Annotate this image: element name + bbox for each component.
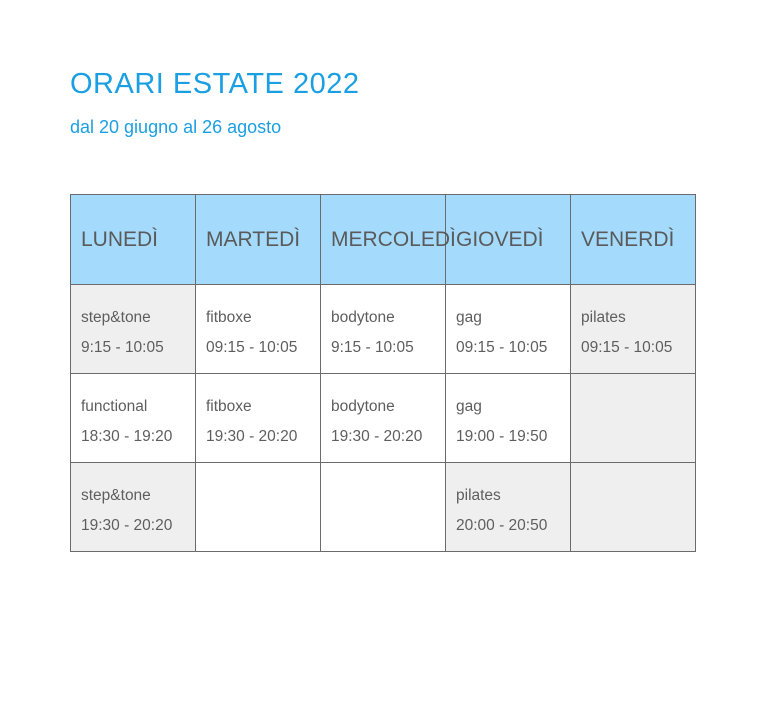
schedule-cell	[571, 285, 696, 374]
table-row	[71, 374, 696, 463]
class-name: pilates	[456, 487, 501, 504]
class-time: 09:15 - 10:05	[206, 339, 298, 356]
schedule-cell	[446, 463, 571, 552]
schedule-cell	[71, 463, 196, 552]
class-time: 09:15 - 10:05	[456, 339, 548, 356]
class-time: 9:15 - 10:05	[81, 339, 164, 356]
schedule-cell	[71, 374, 196, 463]
page-title: ORARI ESTATE 2022	[70, 68, 360, 100]
schedule-cell-empty	[571, 374, 696, 463]
schedule-cell	[446, 285, 571, 374]
class-name: bodytone	[331, 398, 395, 415]
day-header-monday: LUNEDÌ	[71, 195, 196, 285]
schedule-cell-empty	[196, 463, 321, 552]
class-time: 19:30 - 20:20	[81, 517, 173, 534]
table-row	[71, 463, 696, 552]
class-time: 19:30 - 20:20	[331, 428, 423, 445]
class-time: 19:30 - 20:20	[206, 428, 298, 445]
schedule-cell-empty	[321, 463, 446, 552]
schedule-body	[71, 285, 696, 552]
schedule-cell-empty	[571, 463, 696, 552]
class-time: 19:00 - 19:50	[456, 428, 548, 445]
class-name: gag	[456, 398, 482, 415]
class-name: fitboxe	[206, 398, 252, 415]
schedule-cell	[71, 285, 196, 374]
day-header-thursday: GIOVEDÌ	[446, 195, 571, 285]
day-header-wednesday: MERCOLEDÌ	[321, 195, 446, 285]
class-name: step&tone	[81, 309, 151, 326]
schedule-cell	[446, 374, 571, 463]
class-time: 09:15 - 10:05	[581, 339, 673, 356]
schedule-header	[71, 195, 696, 285]
class-time: 20:00 - 20:50	[456, 517, 548, 534]
class-name: fitboxe	[206, 309, 252, 326]
day-header-row	[71, 195, 696, 285]
day-header-tuesday: MARTEDÌ	[196, 195, 321, 285]
class-name: functional	[81, 398, 148, 415]
schedule-cell	[196, 285, 321, 374]
schedule-cell	[196, 374, 321, 463]
schedule-table	[70, 194, 696, 552]
schedule-cell	[321, 285, 446, 374]
day-header-friday: VENERDÌ	[571, 195, 696, 285]
page-subtitle: dal 20 giugno al 26 agosto	[70, 117, 282, 137]
class-name: gag	[456, 309, 482, 326]
table-row	[71, 285, 696, 374]
class-name: bodytone	[331, 309, 395, 326]
class-name: pilates	[581, 309, 626, 326]
class-time: 9:15 - 10:05	[331, 339, 414, 356]
class-time: 18:30 - 19:20	[81, 428, 173, 445]
class-name: step&tone	[81, 487, 151, 504]
schedule-cell	[321, 374, 446, 463]
